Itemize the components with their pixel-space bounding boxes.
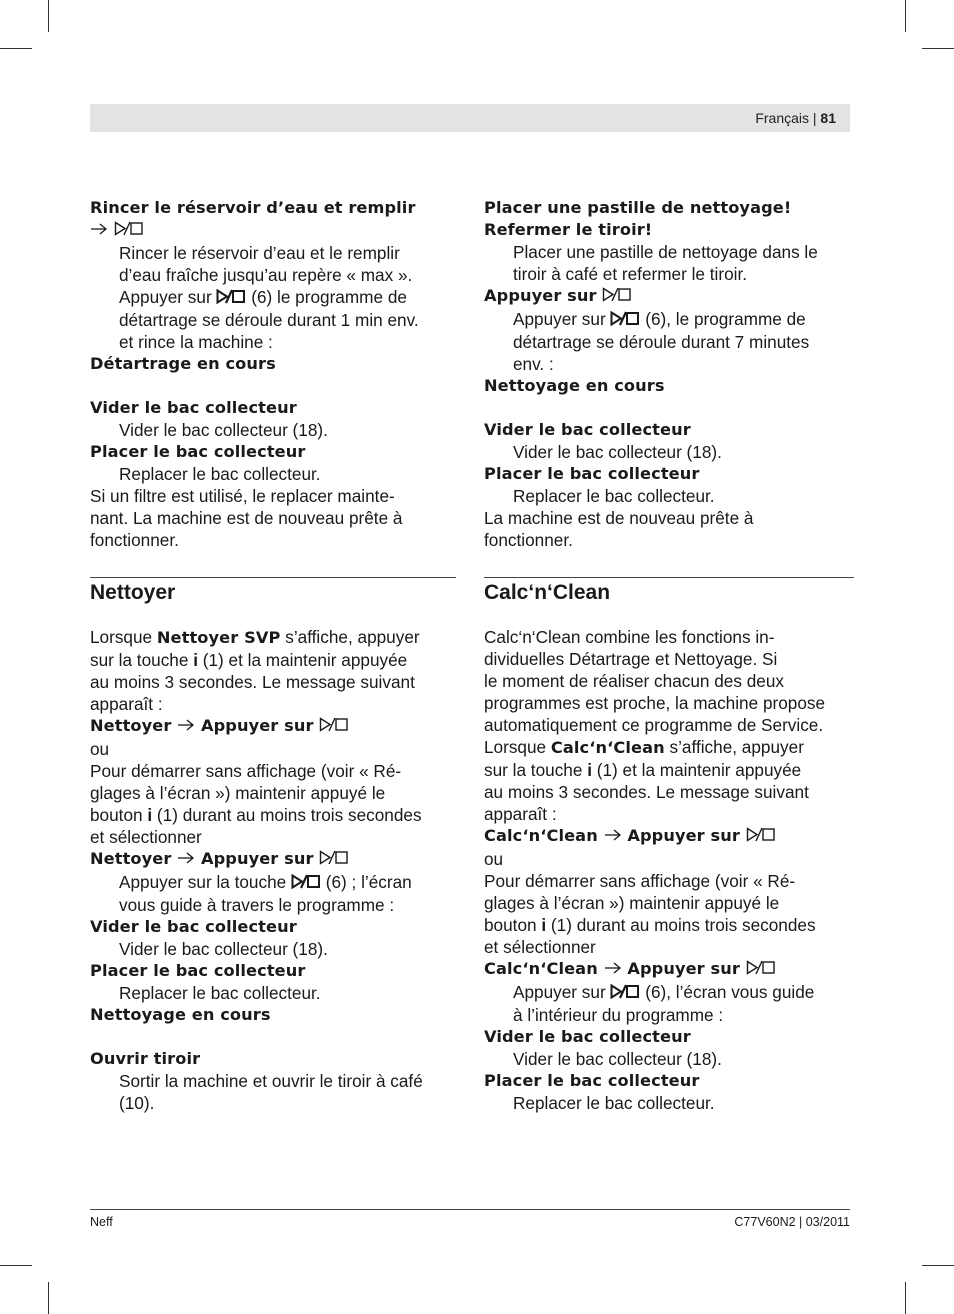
arrow-icon xyxy=(90,219,108,241)
body-line: et sélectionner xyxy=(90,827,202,847)
body-line: env. : xyxy=(513,354,554,374)
body-line: Calc‘n‘Clean combine les fonctions in- xyxy=(484,627,775,647)
section-title: Nettoyer xyxy=(90,581,176,604)
body-line: Replacer le bac collecteur. xyxy=(513,1093,715,1113)
header-separator: | xyxy=(812,110,817,126)
page-header xyxy=(90,104,850,132)
body-line: d’eau fraîche jusqu’au repère « max ». xyxy=(119,265,413,285)
body-line: Pour démarrer sans affichage (voir « Ré- xyxy=(90,761,402,781)
body-line: La machine est de nouveau prête à xyxy=(484,508,754,528)
body-line: Appuyer sur (6) le programme de xyxy=(119,287,407,307)
start-stop-icon xyxy=(602,286,632,308)
start-stop-icon xyxy=(746,959,776,981)
body-line: fonctionner. xyxy=(484,530,573,550)
crop-mark xyxy=(0,1265,32,1266)
body-line: vous guide à travers le programme : xyxy=(119,895,395,915)
body-line: Vider le bac collecteur (18). xyxy=(513,1049,722,1069)
display-message: Vider le bac collecteur xyxy=(484,420,691,439)
start-stop-icon xyxy=(319,716,349,738)
start-stop-icon xyxy=(610,982,640,1004)
body-line: Placer une pastille de nettoyage dans le xyxy=(513,242,818,262)
body-line: Vider le bac collecteur (18). xyxy=(119,420,328,440)
arrow-icon xyxy=(604,958,622,980)
display-message: Placer une pastille de nettoyage! xyxy=(484,198,792,217)
display-message: Placer le bac collecteur xyxy=(484,1071,700,1090)
body-line: Appuyer sur la touche (6) ; l’écran xyxy=(119,872,412,892)
body-line: bouton i (1) durant au moins trois secondes xyxy=(484,915,816,935)
body-line: à l’intérieur du programme : xyxy=(513,1005,724,1025)
body-line: fonctionner. xyxy=(90,530,179,550)
left-column xyxy=(90,197,456,1114)
page-number: 81 xyxy=(820,110,836,126)
body-line: Sortir la machine et ouvrir le tiroir à café xyxy=(119,1071,423,1091)
display-message: Ouvrir tiroir xyxy=(90,1049,201,1068)
body-line: Rincer le réservoir d’eau et le remplir xyxy=(119,243,400,263)
display-message: Détartrage en cours xyxy=(90,354,276,373)
arrow-icon xyxy=(177,715,195,737)
body-line: automatiquement ce programme de Service. xyxy=(484,715,824,735)
display-message: Vider le bac collecteur xyxy=(484,1027,691,1046)
body-line: glages à l’écran ») maintenir appuyé le xyxy=(484,893,780,913)
start-stop-icon xyxy=(746,826,776,848)
body-line: apparaît : xyxy=(90,694,163,714)
crop-mark xyxy=(922,1265,954,1266)
body-line: le moment de réaliser chacun des deux xyxy=(484,671,784,691)
body-line: ou xyxy=(90,739,110,759)
right-column xyxy=(484,197,854,1114)
start-stop-icon xyxy=(114,220,144,242)
start-stop-icon xyxy=(216,287,246,309)
header-text xyxy=(755,110,836,126)
display-message: Refermer le tiroir! xyxy=(484,220,653,239)
display-message: Placer le bac collecteur xyxy=(90,961,306,980)
body-line: sur la touche i (1) et la maintenir appuyée xyxy=(90,650,408,670)
crop-mark xyxy=(48,0,49,32)
crop-mark xyxy=(48,1282,49,1314)
body-line: détartrage se déroule durant 1 min env. xyxy=(119,310,419,330)
body-line: Vider le bac collecteur (18). xyxy=(513,442,722,462)
display-message: Vider le bac collecteur xyxy=(90,917,297,936)
display-message: Nettoyage en cours xyxy=(484,376,665,395)
body-line: Vider le bac collecteur (18). xyxy=(119,939,328,959)
body-line: apparaît : xyxy=(484,804,557,824)
crop-mark xyxy=(922,48,954,49)
body-line: au moins 3 secondes. Le message suivant xyxy=(484,782,809,802)
footer-doc-ref: C77V60N2 | 03/2011 xyxy=(734,1215,850,1229)
display-message xyxy=(90,219,456,242)
section-title: Calc‘n‘Clean xyxy=(484,581,611,604)
body-line: détartrage se déroule durant 7 minutes xyxy=(513,332,810,352)
body-line: Lorsque Calc‘n‘Clean s’affiche, appuyer xyxy=(484,737,804,757)
start-stop-icon xyxy=(319,849,349,871)
body-line: (10). xyxy=(119,1093,155,1113)
body-line: programmes est proche, la machine propose xyxy=(484,693,826,713)
display-message: Placer le bac collecteur xyxy=(484,464,700,483)
start-stop-icon xyxy=(291,872,321,894)
display-message: Calc‘n‘Clean Appuyer sur xyxy=(484,825,854,848)
display-message: Vider le bac collecteur xyxy=(90,398,297,417)
header-language: Français xyxy=(755,110,809,126)
body-line: Si un filtre est utilisé, le replacer mainte- xyxy=(90,486,395,506)
display-message: Placer le bac collecteur xyxy=(90,442,306,461)
crop-mark xyxy=(0,48,32,49)
display-message: Calc‘n‘Clean Appuyer sur xyxy=(484,958,854,981)
body-line: ou xyxy=(484,849,504,869)
arrow-icon xyxy=(604,825,622,847)
body-line: et sélectionner xyxy=(484,937,596,957)
section-rule xyxy=(484,577,854,606)
crop-mark xyxy=(905,0,906,32)
body-line: Pour démarrer sans affichage (voir « Ré- xyxy=(484,871,796,891)
footer-rule xyxy=(90,1209,850,1210)
body-line: Appuyer sur (6), le programme de xyxy=(513,309,806,329)
display-message: Nettoyage en cours xyxy=(90,1005,271,1024)
body-line: tiroir à café et refermer le tiroir. xyxy=(513,264,748,284)
footer-brand: Neff xyxy=(90,1215,113,1229)
body-line: Replacer le bac collecteur. xyxy=(119,983,321,1003)
body-line: nant. La machine est de nouveau prête à xyxy=(90,508,403,528)
body-line: Replacer le bac collecteur. xyxy=(513,486,715,506)
display-message: Nettoyer Appuyer sur xyxy=(90,715,456,738)
body-line: bouton i (1) durant au moins trois secondes xyxy=(90,805,422,825)
section-rule xyxy=(90,577,456,606)
display-message: Appuyer sur xyxy=(484,285,854,308)
crop-mark xyxy=(905,1282,906,1314)
body-line: Lorsque Nettoyer SVP s’affiche, appuyer xyxy=(90,627,420,647)
display-message: Nettoyer Appuyer sur xyxy=(90,848,456,871)
arrow-icon xyxy=(177,848,195,870)
start-stop-icon xyxy=(610,309,640,331)
body-line: au moins 3 secondes. Le message suivant xyxy=(90,672,415,692)
body-line: Appuyer sur (6), l’écran vous guide xyxy=(513,982,815,1002)
body-line: et rince la machine : xyxy=(119,332,273,352)
body-line: dividuelles Détartrage et Nettoyage. Si xyxy=(484,649,778,669)
body-line: sur la touche i (1) et la maintenir appuyée xyxy=(484,760,802,780)
body-line: Replacer le bac collecteur. xyxy=(119,464,321,484)
body-line: glages à l’écran ») maintenir appuyé le xyxy=(90,783,386,803)
display-message: Rincer le réservoir d’eau et remplir xyxy=(90,198,416,217)
